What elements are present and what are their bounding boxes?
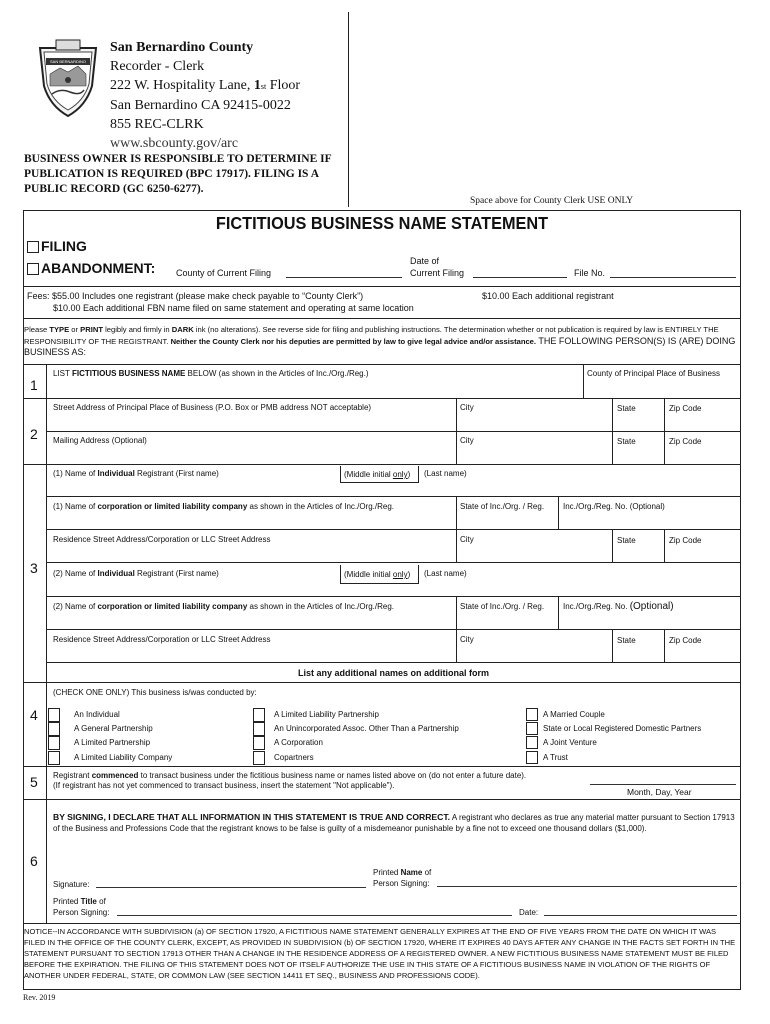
- reg2-state-inc-label: State of Inc./Org. / Reg.: [460, 602, 545, 611]
- county-seal: [36, 34, 100, 118]
- reg2-corp-label: (2) Name of corporation or limited liability company as shown in the Articles of Inc./Org./Reg.: [53, 602, 395, 611]
- fees-line-1: Fees: $55.00 Includes one registrant (please make check payable to “County Clerk”): [27, 291, 364, 301]
- reg2-individual-label: (2) Name of Individual Registrant (First name): [53, 569, 219, 578]
- fees-additional-registrant: $10.00 Each additional registrant: [482, 291, 614, 301]
- s3-r3-div2: [612, 529, 613, 562]
- principal-state-label: State: [617, 404, 636, 413]
- printed-name-field[interactable]: [437, 886, 737, 887]
- rule-s1-top: [23, 364, 741, 365]
- s3-r3-div3: [664, 529, 665, 562]
- abandonment-checkbox[interactable]: [27, 263, 39, 275]
- s4-option-label: A Limited Liability Partnership: [274, 710, 379, 719]
- filing-label: FILING: [41, 238, 87, 254]
- s4-option-label: A Limited Liability Company: [74, 753, 173, 762]
- office-website[interactable]: www.sbcounty.gov/arc: [110, 136, 239, 151]
- s3-r3-div1: [456, 529, 457, 562]
- s4-option-label: A Joint Venture: [543, 738, 597, 747]
- s4-option-checkbox[interactable]: [253, 708, 265, 722]
- reg1-residence-label: Residence Street Address/Corporation or LLC Street Address: [53, 535, 271, 544]
- clerk-use-note: Space above for County Clerk USE ONLY: [470, 196, 634, 206]
- printed-name-label: Printed Name of: [373, 868, 432, 877]
- reg1-last-label: (Last name): [424, 469, 467, 478]
- additional-names-note: List any additional names on additional form: [297, 668, 490, 678]
- person-signing-label: Person Signing:: [373, 879, 430, 888]
- declaration-text: BY SIGNING, I DECLARE THAT ALL INFORMATION IN THIS STATEMENT IS TRUE AND CORRECT. A registrant who declares as true any material matter pursuant to Section 17913 of the Business and Professions Code that the registrant knows to be false is guilty of a misdemeanor punishable by a fine not to exceed one thousand dollars ($1,000).: [53, 812, 735, 833]
- reg2-state-label: State: [617, 636, 636, 645]
- s2-city-divider: [456, 398, 457, 464]
- rule-s4-top: [23, 682, 741, 683]
- s1-divider: [583, 364, 584, 398]
- principal-street-label: Street Address of Principal Place of Business (P.O. Box or PMB address NOT acceptable): [53, 403, 372, 412]
- date-current-filing-label-1: Date of: [410, 256, 440, 266]
- s3-r2-div1: [456, 496, 457, 529]
- date-field[interactable]: [544, 915, 737, 916]
- publication-warning: BUSINESS OWNER IS RESPONSIBLE TO DETERMINE IF PUBLICATION IS REQUIRED (BPC 17917). FILING IS A PUBLIC RECORD (GC 6250-6277).: [24, 153, 332, 195]
- s4-option-label: A Trust: [543, 753, 568, 762]
- file-no-label: File No.: [574, 268, 606, 278]
- county-current-filing-label: County of Current Filing: [176, 268, 272, 278]
- section-3-number: 3: [30, 560, 38, 576]
- abandonment-label: ABANDONMENT:: [41, 260, 156, 276]
- s4-option-checkbox[interactable]: [526, 751, 538, 764]
- s3-r2-div2: [558, 496, 559, 529]
- section-5-number: 5: [30, 774, 38, 790]
- office-street: 222 W. Hospitality Lane, 1st Floor: [110, 78, 301, 93]
- s4-option-label: A General Partnership: [74, 724, 153, 733]
- reg2-city-label: City: [460, 635, 474, 644]
- date-label: Date:: [519, 908, 539, 917]
- filing-checkbox[interactable]: [27, 241, 39, 253]
- s4-option-checkbox[interactable]: [526, 736, 538, 749]
- office-name: San Bernardino County: [110, 40, 254, 55]
- reg1-middle-label: (Middle initial only): [344, 470, 411, 479]
- reg1-individual-label: (1) Name of Individual Registrant (First name): [53, 469, 219, 478]
- month-day-year-label: Month, Day, Year: [627, 787, 692, 797]
- mailing-zip-label: Zip Code: [669, 437, 702, 446]
- s4-option-label: An Individual: [74, 710, 120, 719]
- expiration-notice: NOTICE--IN ACCORDANCE WITH SUBDIVISION (a) OF SECTION 17920, A FICTITIOUS NAME STATEMENT GENERALLY EXPIRES AT THE END OF FIVE YEARS FROM THE DATE ON WHICH IT WAS FILED IN THE OFFICE OF THE COUNTY CLERK, EXCEPT, AS PROVIDED IN SUBDIVISION (b) OF SECTION 17920, WHERE IT EXPIRES 40 DAYS AFTER ANY CHANGE IN THE FACTS SET FORTH IN THE STATEMENT PURSUANT TO SECTION 17913 OTHER THAN A CHANGE IN THE RESIDENCE ADDRESS OF A REGISTERED OWNER. A NEW FICTITIOUS BUSINESS NAME STATEMENT MUST BE FILED BEFORE THE EXPIRATION. THE FILING OF THIS STATEMENT DOES NOT OF ITSELF AUTHORIZE THE USE IN THIS STATE OF A FICTITIOUS BUSINESS NAME IN VIOLATION OF THE RIGHTS OF ANOTHER UNDER FEDERAL, STATE, OR COMMON LAW (SEE SECTION 14411 ET SEQ., BUSINESS AND PROFESSIONS CODE).: [24, 927, 736, 980]
- form-title: FICTITIOUS BUSINESS NAME STATEMENT: [215, 213, 549, 233]
- reg1-state-label: State: [617, 536, 636, 545]
- title-person-signing-label: Person Signing:: [53, 908, 110, 917]
- rule-s3-r5: [46, 629, 741, 630]
- section-number-column: [46, 364, 47, 923]
- reg2-reg-no-label: Inc./Org./Reg. No. (Optional): [563, 601, 674, 612]
- s4-option-checkbox[interactable]: [48, 751, 60, 765]
- s4-option-checkbox[interactable]: [253, 751, 265, 765]
- commenced-date-field[interactable]: [590, 784, 736, 785]
- s4-option-checkbox[interactable]: [48, 708, 60, 722]
- reg1-reg-no-label: Inc./Org./Reg. No. (Optional): [563, 502, 665, 511]
- reg1-corp-label: (1) Name of corporation or limited liability company as shown in the Articles of Inc./Org./Reg.: [53, 502, 395, 511]
- office-phone: 855 REC-CLRK: [110, 117, 204, 132]
- reg2-zip-label: Zip Code: [669, 636, 702, 645]
- section-6-number: 6: [30, 853, 38, 869]
- rule-s3-r3: [46, 562, 741, 563]
- county-current-filing-field[interactable]: [286, 277, 402, 278]
- rule-notice-top: [23, 923, 741, 924]
- reg2-last-label: (Last name): [424, 569, 467, 578]
- date-current-filing-label-2: Current Filing: [410, 268, 465, 278]
- mailing-address-label: Mailing Address (Optional): [53, 436, 147, 445]
- s4-option-label: An Unincorporated Assoc. Other Than a Partnership: [274, 724, 459, 733]
- seal-text: SAN BERNARDINO: [49, 59, 86, 64]
- fbn-name-label: LIST FICTITIOUS BUSINESS NAME BELOW (as shown in the Articles of Inc./Org./Reg.): [53, 369, 369, 378]
- office-dept: Recorder - Clerk: [110, 59, 205, 74]
- s3-r5-div1: [456, 596, 457, 629]
- s4-option-checkbox[interactable]: [48, 736, 60, 750]
- s2-zip-divider: [664, 398, 665, 464]
- s4-option-label: A Married Couple: [543, 710, 605, 719]
- section-1-number: 1: [30, 377, 38, 393]
- printed-title-field[interactable]: [117, 915, 512, 916]
- rule-s3-r2: [46, 529, 741, 530]
- rule-s3-r4: [46, 596, 741, 597]
- s2-state-divider: [612, 398, 613, 464]
- principal-city-label: City: [460, 403, 474, 412]
- reg2-residence-label: Residence Street Address/Corporation or LLC Street Address: [53, 635, 271, 644]
- rule-s3-r1: [46, 496, 741, 497]
- county-principal-label: County of Principal Place of Business: [587, 369, 720, 378]
- section-2-number: 2: [30, 426, 38, 442]
- rule-after-filing: [23, 286, 741, 287]
- s4-option-checkbox[interactable]: [526, 708, 538, 721]
- s4-option-label: A Corporation: [274, 738, 323, 747]
- s3-r5-div2: [558, 596, 559, 629]
- file-no-field[interactable]: [610, 277, 736, 278]
- s4-option-label: A Limited Partnership: [74, 738, 151, 747]
- header-divider: [348, 12, 349, 207]
- mailing-city-label: City: [460, 436, 474, 445]
- fees-line-2: $10.00 Each additional FBN name filed on same statement and operating at same location: [53, 303, 414, 313]
- s4-option-checkbox[interactable]: [253, 722, 265, 736]
- signature-field[interactable]: [96, 887, 366, 888]
- date-current-filing-field[interactable]: [473, 277, 567, 278]
- commenced-label: Registrant commenced to transact business under the fictitious business name or names listed above on (do not enter a future date).: [53, 771, 527, 780]
- rule-after-fees: [23, 318, 741, 319]
- section-4-number: 4: [30, 707, 38, 723]
- reg2-middle-label: (Middle initial only): [344, 570, 411, 579]
- mailing-state-label: State: [617, 437, 636, 446]
- office-address-block: [110, 38, 300, 153]
- not-applicable-note: (If registrant has not yet commenced to transact business, insert the statement "Not applicable").: [53, 781, 395, 790]
- principal-zip-label: Zip Code: [669, 404, 702, 413]
- rule-s3-r6: [46, 662, 741, 663]
- rule-s2-top: [23, 398, 741, 399]
- s4-option-label: Copartners: [274, 753, 314, 762]
- s3-r6-div1: [456, 629, 457, 662]
- s3-r6-div3: [664, 629, 665, 662]
- reg1-zip-label: Zip Code: [669, 536, 702, 545]
- s4-option-checkbox[interactable]: [526, 722, 538, 735]
- rule-s2-mid: [46, 431, 741, 432]
- printed-title-label: Printed Title of: [53, 897, 106, 906]
- office-city: San Bernardino CA 92415-0022: [110, 98, 291, 113]
- signature-label: Signature:: [53, 880, 90, 889]
- s4-option-checkbox[interactable]: [48, 722, 60, 736]
- check-one-label: (CHECK ONE ONLY) This business is/was conducted by:: [53, 688, 257, 697]
- rule-s3-top: [23, 464, 741, 465]
- revision-label: Rev. 2019: [23, 993, 56, 1002]
- s4-option-checkbox[interactable]: [253, 736, 265, 750]
- instructions-text: Please TYPE or PRINT legibly and firmly in DARK ink (no alterations). See reverse side for filing and publishing instructions. The determination whether or not publication is required by law is ENTIRELY THE RESPONSIBILITY OF THE REGISTRANT. Neither the County Clerk nor his deputies are permitted by law to give legal advice and/or assistance. THE FOLLOWING PERSON(S) IS (ARE) DOING BUSINESS AS:: [24, 325, 736, 357]
- reg1-state-inc-label: State of Inc./Org. / Reg.: [460, 502, 545, 511]
- s4-option-label: State or Local Registered Domestic Partners: [543, 724, 702, 733]
- reg1-city-label: City: [460, 535, 474, 544]
- s3-r6-div2: [612, 629, 613, 662]
- rule-s5-top: [23, 766, 741, 767]
- rule-s6-top: [23, 799, 741, 800]
